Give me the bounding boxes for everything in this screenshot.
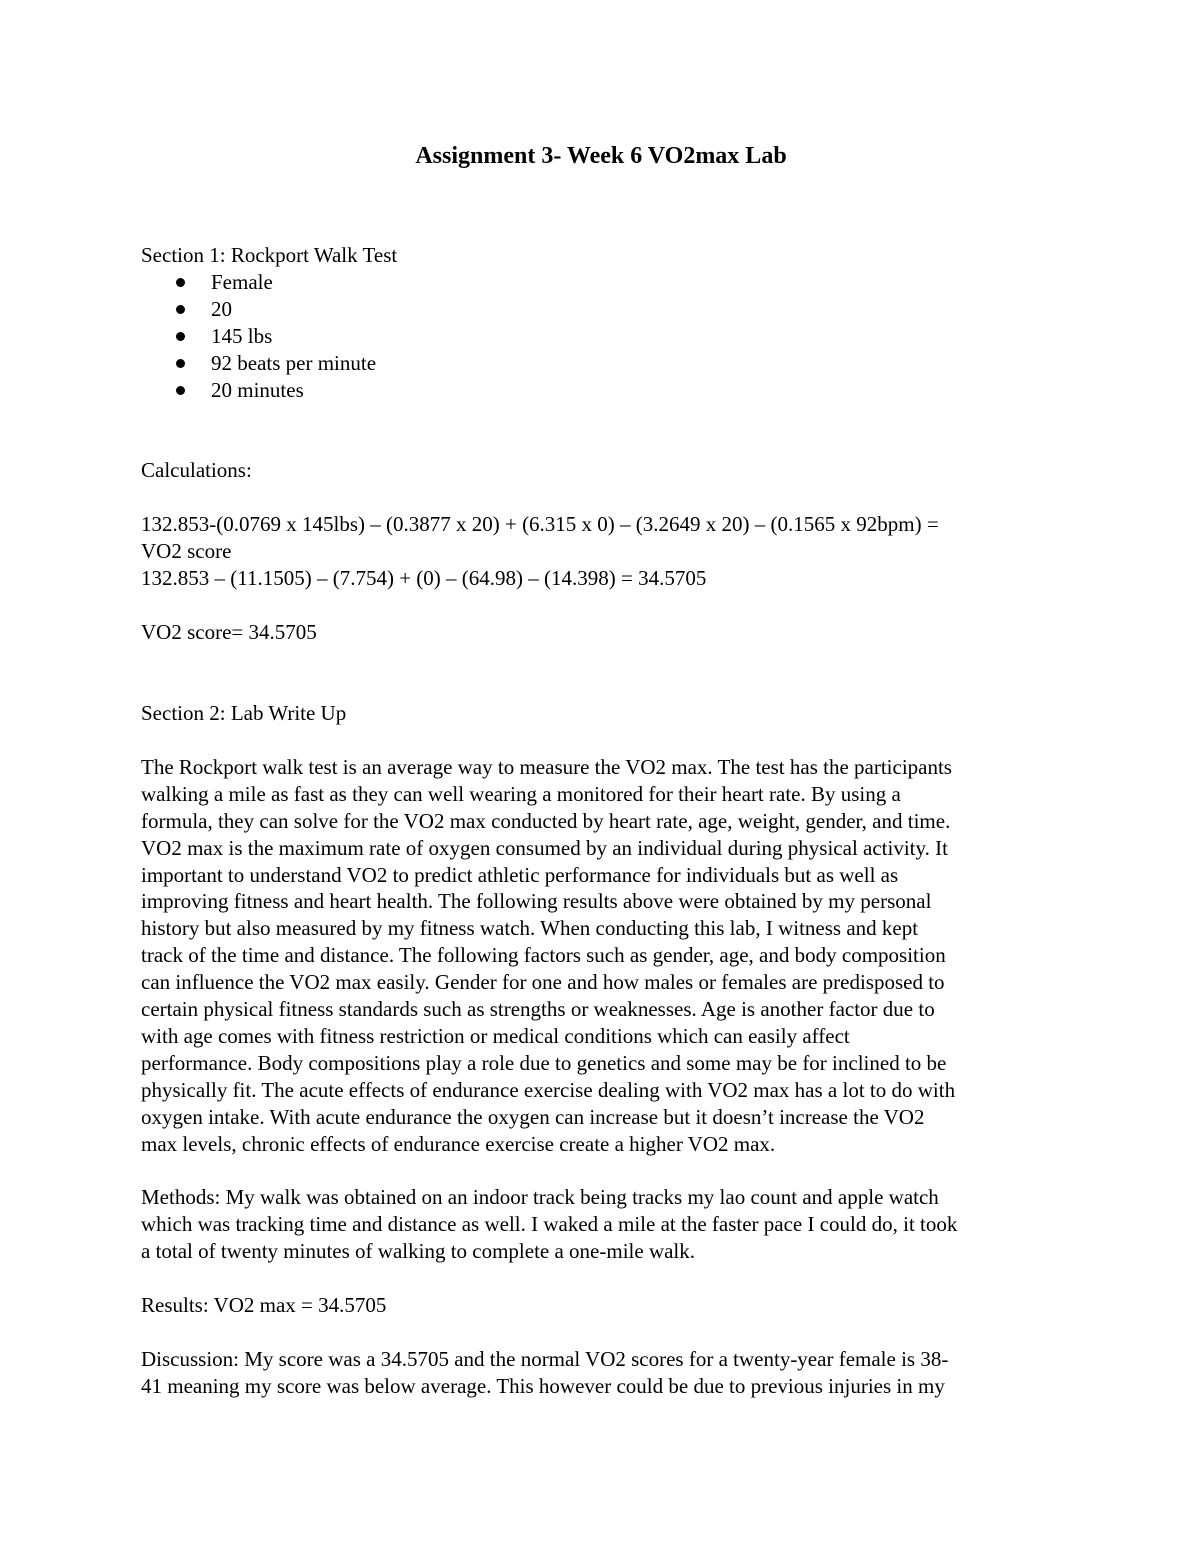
bullet-icon	[176, 332, 185, 341]
bullet-item	[141, 350, 1061, 377]
bullet-text: 20 minutes	[211, 377, 304, 402]
bullet-text: 145 lbs	[211, 323, 273, 348]
bullet-item	[141, 269, 1061, 296]
results-paragraph: Results: VO2 max = 34.5705	[141, 1293, 387, 1318]
calculations-heading: Calculations:	[141, 458, 252, 483]
vo2-score-result: VO2 score= 34.5705	[141, 620, 317, 645]
document-title: Assignment 3- Week 6 VO2max Lab	[415, 143, 787, 169]
paragraph-line: formula, they can solve for the VO2 max conducted by heart rate, age, weight, gender, and time.	[141, 808, 951, 833]
paragraph-line: walking a mile as fast as they can well wearing a monitored for their heart rate. By using a	[141, 781, 901, 806]
paragraph-line: max levels, chronic effects of endurance exercise create a higher VO2 max.	[141, 1131, 776, 1156]
paragraph-line: a total of twenty minutes of walking to complete a one-mile walk.	[141, 1239, 696, 1264]
bullet-item	[141, 323, 1061, 350]
paragraph-line: which was tracking time and distance as well. I waked a mile at the faster pace I could do, it took	[141, 1212, 958, 1237]
paragraph-line: performance. Body compositions play a role due to genetics and some may be for inclined to be	[141, 1050, 947, 1075]
paragraph-line: 41 meaning my score was below average. This however could be due to previous injuries in my	[141, 1374, 945, 1398]
paragraph-line: improving fitness and heart health. The following results above were obtained by my personal	[141, 889, 932, 914]
spacer	[141, 1265, 1061, 1292]
paragraph-line: important to understand VO2 to predict athletic performance for individuals but as well as	[141, 862, 899, 887]
paragraph-line: Methods: My walk was obtained on an indoor track being tracks my lao count and apple watch	[141, 1185, 939, 1210]
bullet-icon	[176, 305, 185, 314]
spacer	[141, 727, 1061, 754]
bullet-item	[141, 296, 1061, 323]
bullet-text: Female	[211, 269, 273, 294]
paragraph-line: track of the time and distance. The following factors such as gender, age, and body composition	[141, 943, 946, 968]
paragraph-line: can influence the VO2 max easily. Gender for one and how males or females are predisposed to	[141, 970, 945, 995]
paragraph-line: physically fit. The acute effects of endurance exercise dealing with VO2 max has a lot to do with	[141, 1077, 956, 1102]
paragraph-line: The Rockport walk test is an average way to measure the VO2 max. The test has the participants	[141, 754, 952, 779]
spacer	[141, 484, 1061, 511]
spacer	[141, 1319, 1061, 1346]
document-page	[141, 140, 1061, 1400]
paragraph-line: with age comes with fitness restriction or medical conditions which can easily affect	[141, 1023, 850, 1048]
bullet-icon	[176, 278, 185, 287]
paragraph-line: history but also measured by my fitness watch. When conducting this lab, I witness and kept	[141, 916, 919, 941]
intro-paragraph	[141, 754, 1061, 1158]
section1-bullet-list	[141, 269, 1061, 404]
paragraph-line: VO2 max is the maximum rate of oxygen consumed by an individual during physical activity. It	[141, 835, 948, 860]
bullet-item	[141, 377, 1061, 404]
spacer	[141, 646, 1061, 700]
calculation-formula-line: 132.853-(0.0769 x 145lbs) – (0.3877 x 20) + (6.315 x 0) – (3.2649 x 20) – (0.1565 x 92bpm) =	[141, 512, 939, 537]
bullet-icon	[176, 386, 185, 395]
calculation-values-line: 132.853 – (11.1505) – (7.754) + (0) – (64.98) – (14.398) = 34.5705	[141, 566, 707, 591]
discussion-paragraph	[141, 1346, 1061, 1400]
section1-heading: Section 1: Rockport Walk Test	[141, 243, 398, 267]
bullet-text: 20	[211, 296, 232, 321]
section2-heading: Section 2: Lab Write Up	[141, 700, 347, 725]
bullet-text: 92 beats per minute	[211, 350, 377, 375]
paragraph-line: certain physical fitness standards such as strengths or weaknesses. Age is another factor due to	[141, 997, 935, 1022]
methods-paragraph	[141, 1184, 1061, 1265]
calculation-formula-line: VO2 score	[141, 539, 232, 564]
spacer	[141, 1157, 1061, 1184]
spacer	[141, 403, 1061, 457]
spacer	[141, 592, 1061, 619]
bullet-icon	[176, 359, 185, 368]
paragraph-line: Discussion: My score was a 34.5705 and the normal VO2 scores for a twenty-year female is 38-	[141, 1347, 949, 1372]
paragraph-line: oxygen intake. With acute endurance the oxygen can increase but it doesn’t increase the VO2	[141, 1104, 925, 1129]
